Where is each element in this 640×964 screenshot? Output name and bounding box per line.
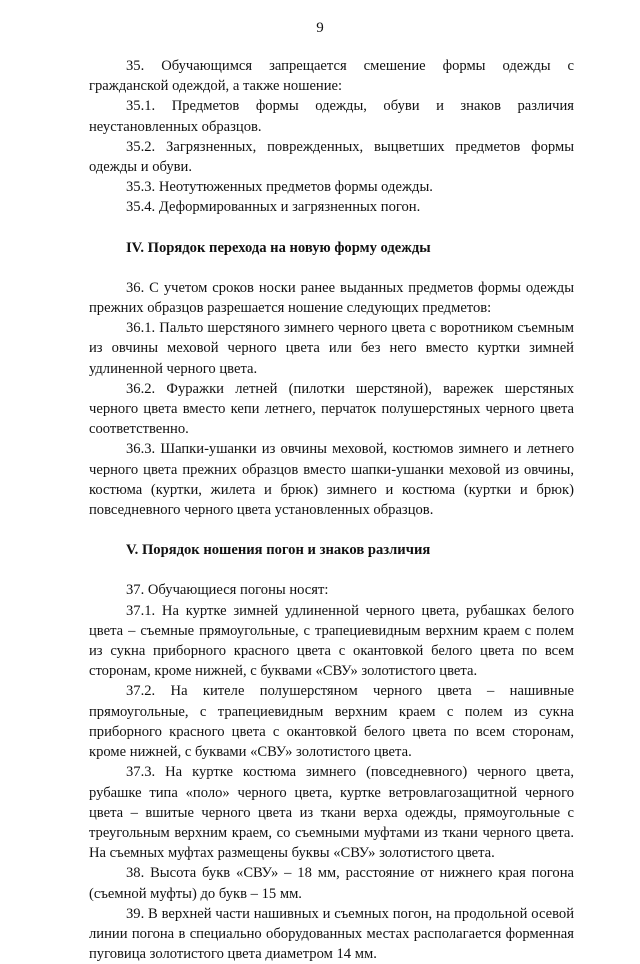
document-body <box>89 56 574 964</box>
paragraph-35-2: 35.2. Загрязненных, поврежденных, выцветших предметов формы одежды и обуви. <box>89 138 574 176</box>
paragraph-35-3: 35.3. Неотутюженных предметов формы одежды. <box>126 179 433 196</box>
paragraph-35-4: 35.4. Деформированных и загрязненных погон. <box>126 199 421 216</box>
paragraph-37-3: 37.3. На куртке костюма зимнего (повседневного) черного цвета, рубашке типа «поло» черного цвета, куртке ветровлагозащитной черного цвета – вшитые черного цвета из ткани верха одежды, прямоугольные с треугольным верхним краем, со съемными муфтами из ткани черного цвета. На съемных муфтах размещены буквы «СВУ» золотистого цвета. <box>89 764 574 862</box>
paragraph-35: 35. Обучающимся запрещается смешение формы одежды с гражданской одеждой, а также ношение: <box>89 58 574 95</box>
paragraph-37: 37. Обучающиеся погоны носят: <box>126 582 329 599</box>
page-number: 9 <box>316 20 324 36</box>
paragraph-37-2: 37.2. На кителе полушерстяном черного цвета – нашивные прямоугольные, с трапециевидным верхним краем с полем из сукна приборного красного цвета с окантовкой белого цвета по всем сторонам, кроме нижней, с буквами «СВУ» золотистого цвета. <box>89 683 574 761</box>
paragraph-35-1: 35.1. Предметов формы одежды, обуви и знаков различия неустановленных образцов. <box>89 98 574 135</box>
paragraph-36: 36. С учетом сроков носки ранее выданных предметов формы одежды прежних образцов разрешается ношение следующих предметов: <box>89 279 574 317</box>
paragraph-39: 39. В верхней части нашивных и съемных погон, на продольной осевой линии погона в специально оборудованных местах располагается форменная пуговица золотистого цвета диаметром 14 мм. <box>89 905 574 963</box>
paragraph-36-3: 36.3. Шапки-ушанки из овчины меховой, костюмов зимнего и летнего черного цвета прежних образцов вместо шапки-ушанки меховой из овчины, костюма (куртки, жилета и брюк) зимнего и костюма (куртки и брюк) повседневного черного цвета установленных образцов. <box>89 441 574 519</box>
section-heading-iv: IV. Порядок перехода на новую форму одежды <box>126 239 431 256</box>
paragraph-36-1: 36.1. Пальто шерстяного зимнего черного цвета с воротником съемным из овчины меховой черного цвета или без него вместо куртки зимней удлиненной черного цвета. <box>89 320 574 377</box>
paragraph-37-1: 37.1. На куртке зимней удлиненной черного цвета, рубашках белого цвета – съемные прямоугольные, с трапециевидным верхним краем с полем из сукна приборного красного цвета с окантовкой белого цвета по всем сторонам, кроме нижней, с буквами «СВУ» золотистого цвета. <box>89 602 574 680</box>
paragraph-36-2: 36.2. Фуражки летней (пилотки шерстяной), варежек шерстяных черного цвета вместо кепи летнего, перчаток полушерстяных черного цвета соответственно. <box>89 380 574 438</box>
section-heading-v: V. Порядок ношения погон и знаков различия <box>126 542 431 559</box>
paragraph-38: 38. Высота букв «СВУ» – 18 мм, расстояние от нижнего края погона (съемной муфты) до букв – 15 мм. <box>89 865 574 902</box>
